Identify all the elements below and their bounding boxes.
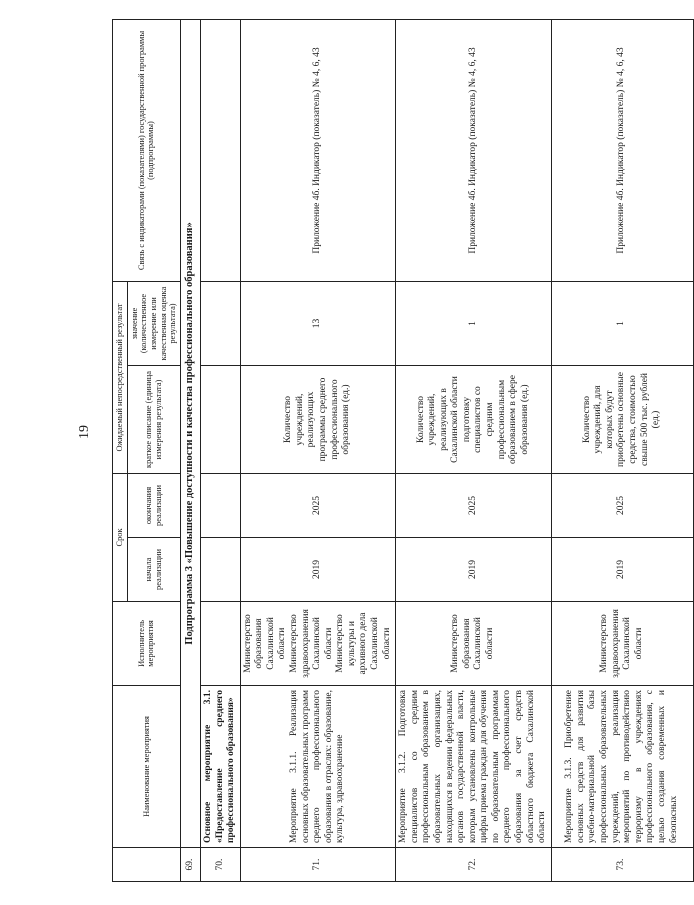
header-term-start: начала реализации <box>127 538 180 602</box>
indicator-link: Приложение 4б. Индикатор (показатель) № 4, 6, 43 <box>240 20 396 282</box>
header-link: Связь с индикаторами (показателями) государственной программы (подпрограммы) <box>113 20 181 282</box>
header-term-end: окончания реализации <box>127 474 180 538</box>
rotated-table-wrapper <box>112 20 679 882</box>
result-value: 1 <box>396 282 552 366</box>
indicator-link <box>200 20 240 282</box>
result-value: 13 <box>240 282 396 366</box>
measure-name: Мероприятие 3.1.3. Приобретение основных средств для развития учебно-материальной базы профессиональных образовательных учреждений, реализация мероприятий по противодействию терроризму в учреждениях профессионального образования, с целью создания современных и безопасных <box>551 686 693 848</box>
result-value: 1 <box>551 282 693 366</box>
result-desc <box>200 366 240 474</box>
measure-executor: Министерство здравоохранения Сахалинской области <box>551 602 693 686</box>
header-row-1 <box>113 20 128 882</box>
measure-name: Основное мероприятие 3.1. «Предоставление среднего профессионального образования» <box>200 686 240 848</box>
measure-executor <box>200 602 240 686</box>
indicator-link: Приложение 4б. Индикатор (показатель) № 4, 6, 43 <box>551 20 693 282</box>
measure-executor: Министерство образования Сахалинской области <box>396 602 552 686</box>
row-number: 71. <box>240 848 396 882</box>
indicator-link: Приложение 4б. Индикатор (показатель) № 4, 6, 43 <box>396 20 552 282</box>
header-num <box>113 848 181 882</box>
term-end: 2025 <box>240 474 396 538</box>
header-name: Наименование мероприятия <box>113 686 181 848</box>
term-start: 2019 <box>396 538 552 602</box>
measure-name: Мероприятие 3.1.2. Подготовка специалистов со средним профессиональным образованием в образовательных организациях, находящихся в ведении федеральных органов государственной власти, которым установлены контрольные цифры приема граждан для обучения по образовательным программам среднего профессионального образования за счет средств областного бюджета Сахалинской области <box>396 686 552 848</box>
measures-table <box>112 19 694 882</box>
table-row-70 <box>200 20 240 882</box>
term-end: 2025 <box>396 474 552 538</box>
measure-name: Мероприятие 3.1.1. Реализация основных образовательных программ среднего профессионального образования в отраслях: образование, культура, здравоохранение <box>240 686 396 848</box>
term-start <box>200 538 240 602</box>
term-start: 2019 <box>551 538 693 602</box>
header-result: Ожидаемый непосредственный результат <box>113 282 128 474</box>
subprogram-title: Подпрограмма 3 «Повышение доступности и качества профессионального образования» <box>180 20 200 848</box>
header-result-value: значение (количественное измерение или качественная оценка результата) <box>127 282 180 366</box>
header-executor: Исполнитель мероприятия <box>113 602 181 686</box>
term-start: 2019 <box>240 538 396 602</box>
row-number: 69. <box>180 848 200 882</box>
row-number: 70. <box>200 848 240 882</box>
table-row-72 <box>396 20 552 882</box>
result-desc: Количество учреждений, реализующих в Сахалинской области подготовку специалистов со средним профессиональным образованием в сфере образования (ед.) <box>396 366 552 474</box>
result-desc: Количество учреждений, для которых будут приобретены основные средства, стоимостью свыше 500 тыс. рублей (ед.) <box>551 366 693 474</box>
term-end <box>200 474 240 538</box>
page-number: 19 <box>77 425 92 439</box>
header-term: Срок <box>113 474 128 602</box>
result-desc: Количество учреждений, реализующих программы среднего профессионального образования (ед.) <box>240 366 396 474</box>
header-result-desc: краткое описание (единица измерения результата) <box>127 366 180 474</box>
measure-executor: Министерство образования Сахалинской области Министерство здравоохранения Сахалинской области Министерство культуры и архивного дела Сахалинской области <box>240 602 396 686</box>
term-end: 2025 <box>551 474 693 538</box>
row-number: 72. <box>396 848 552 882</box>
table-row-69 <box>180 20 200 882</box>
table-row-73 <box>551 20 693 882</box>
result-value <box>200 282 240 366</box>
table-row-71 <box>240 20 396 882</box>
row-number: 73. <box>551 848 693 882</box>
